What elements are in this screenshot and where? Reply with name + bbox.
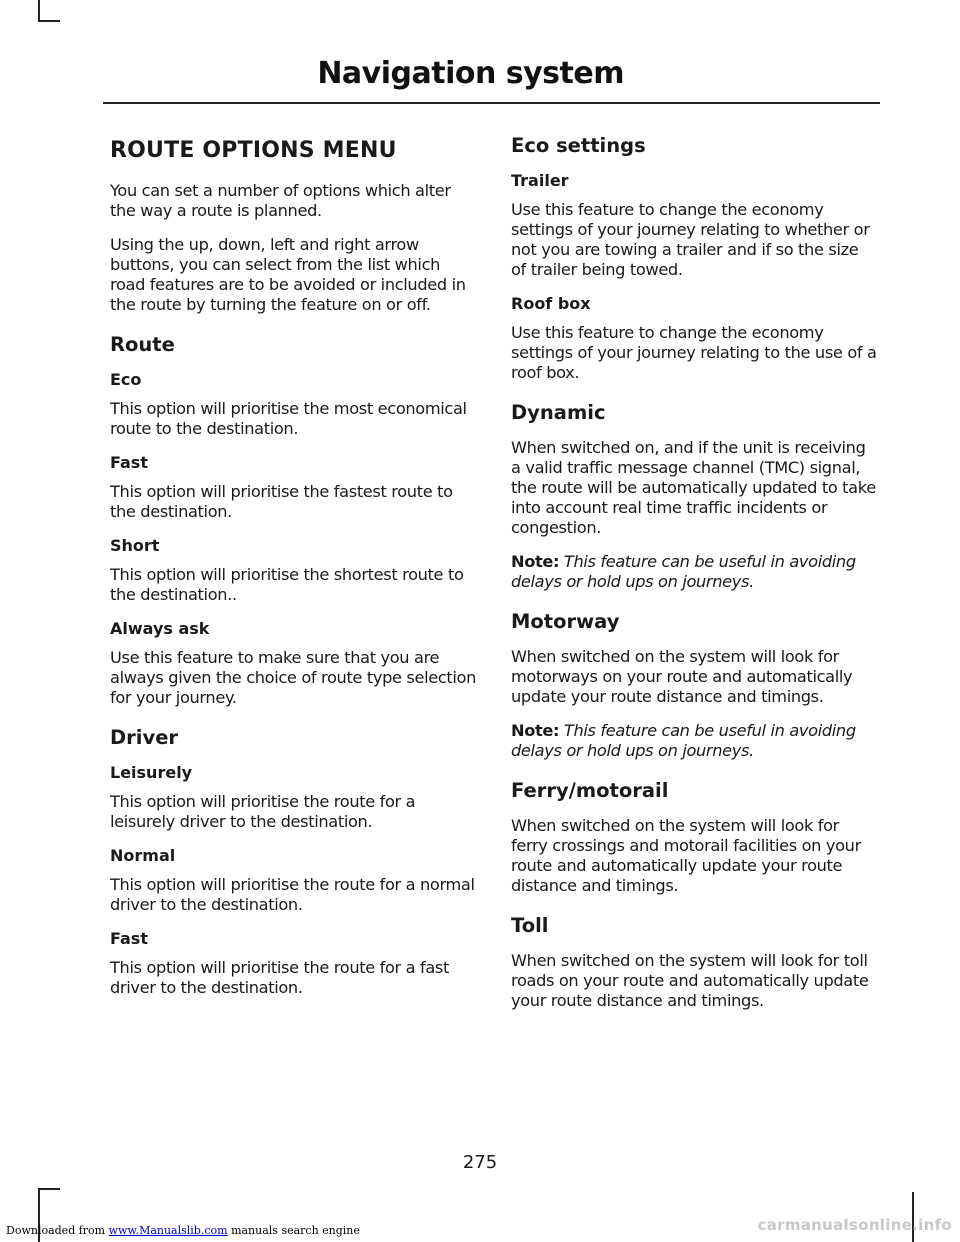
item-heading: Normal xyxy=(110,846,176,865)
note-text: This feature can be useful in avoiding delays or hold ups on journeys. xyxy=(511,552,856,591)
paragraph: This option will prioritise the route for a normal driver to the destination. xyxy=(110,875,475,914)
manualslib-link[interactable]: www.Manualslib.com xyxy=(108,1224,228,1237)
section-title: ROUTE OPTIONS MENU xyxy=(110,138,397,163)
paragraph: When switched on the system will look for motorways on your route and automatically update your route distance and timings. xyxy=(511,647,853,706)
subsection-heading: Ferry/motorail xyxy=(511,779,669,802)
subsection-heading: Driver xyxy=(110,726,179,749)
paragraph: This option will prioritise the shortest route to the destination.. xyxy=(110,565,464,604)
paragraph: When switched on the system will look for ferry crossings and motorail facilities on your route and automatically update your route distance and timings. xyxy=(511,816,861,895)
item-heading: Short xyxy=(110,536,160,555)
footer-prefix: Downloaded from xyxy=(6,1224,106,1237)
crop-mark xyxy=(38,0,40,22)
note-label: Note: xyxy=(511,552,560,571)
subsection-heading: Dynamic xyxy=(511,401,606,424)
item-heading: Fast xyxy=(110,453,148,472)
item-heading: Always ask xyxy=(110,619,210,638)
item-heading: Fast xyxy=(110,929,148,948)
item-heading: Roof box xyxy=(511,294,591,313)
paragraph: When switched on the system will look for toll roads on your route and automatically update your route distance and timings. xyxy=(511,951,869,1010)
item-heading: Eco xyxy=(110,370,142,389)
paragraph: Use this feature to change the economy settings of your journey relating to the use of a roof box. xyxy=(511,323,877,382)
header-divider xyxy=(103,102,880,104)
page-header-title: Navigation system xyxy=(317,56,624,91)
left-column xyxy=(110,138,476,1012)
footer-suffix: manuals search engine xyxy=(231,1224,360,1237)
paragraph: You can set a number of options which alter the way a route is planned. xyxy=(110,181,451,220)
subsection-heading: Route xyxy=(110,333,175,356)
note-paragraph xyxy=(511,552,877,592)
note-text: This feature can be useful in avoiding delays or hold ups on journeys. xyxy=(511,721,856,760)
paragraph: This option will prioritise the route for a fast driver to the destination. xyxy=(110,958,449,997)
item-heading: Trailer xyxy=(511,171,569,190)
download-footer xyxy=(6,1224,360,1237)
subsection-heading: Toll xyxy=(511,914,549,937)
paragraph: This option will prioritise the route for a leisurely driver to the destination. xyxy=(110,792,416,831)
page-number: 275 xyxy=(462,1152,498,1173)
crop-mark xyxy=(38,20,60,22)
watermark: carmanualsonline.info xyxy=(757,1216,952,1234)
paragraph: Use this feature to change the economy settings of your journey relating to whether or not you are towing a trailer and if so the size of trailer being towed. xyxy=(511,200,870,279)
paragraph: This option will prioritise the fastest route to the destination. xyxy=(110,482,453,521)
note-paragraph xyxy=(511,721,877,761)
item-heading: Leisurely xyxy=(110,763,193,782)
note-label: Note: xyxy=(511,721,560,740)
right-column xyxy=(511,134,877,1025)
crop-mark xyxy=(38,1188,60,1190)
paragraph: This option will prioritise the most economical route to the destination. xyxy=(110,399,467,438)
paragraph: When switched on, and if the unit is receiving a valid traffic message channel (TMC) signal, the route will be automatically updated to take into account real time traffic incidents or congestion. xyxy=(511,438,876,537)
paragraph: Using the up, down, left and right arrow buttons, you can select from the list which road features are to be avoided or included in the route by turning the feature on or off. xyxy=(110,235,466,314)
subsection-heading: Eco settings xyxy=(511,134,646,157)
subsection-heading: Motorway xyxy=(511,610,620,633)
paragraph: Use this feature to make sure that you are always given the choice of route type selection for your journey. xyxy=(110,648,477,707)
